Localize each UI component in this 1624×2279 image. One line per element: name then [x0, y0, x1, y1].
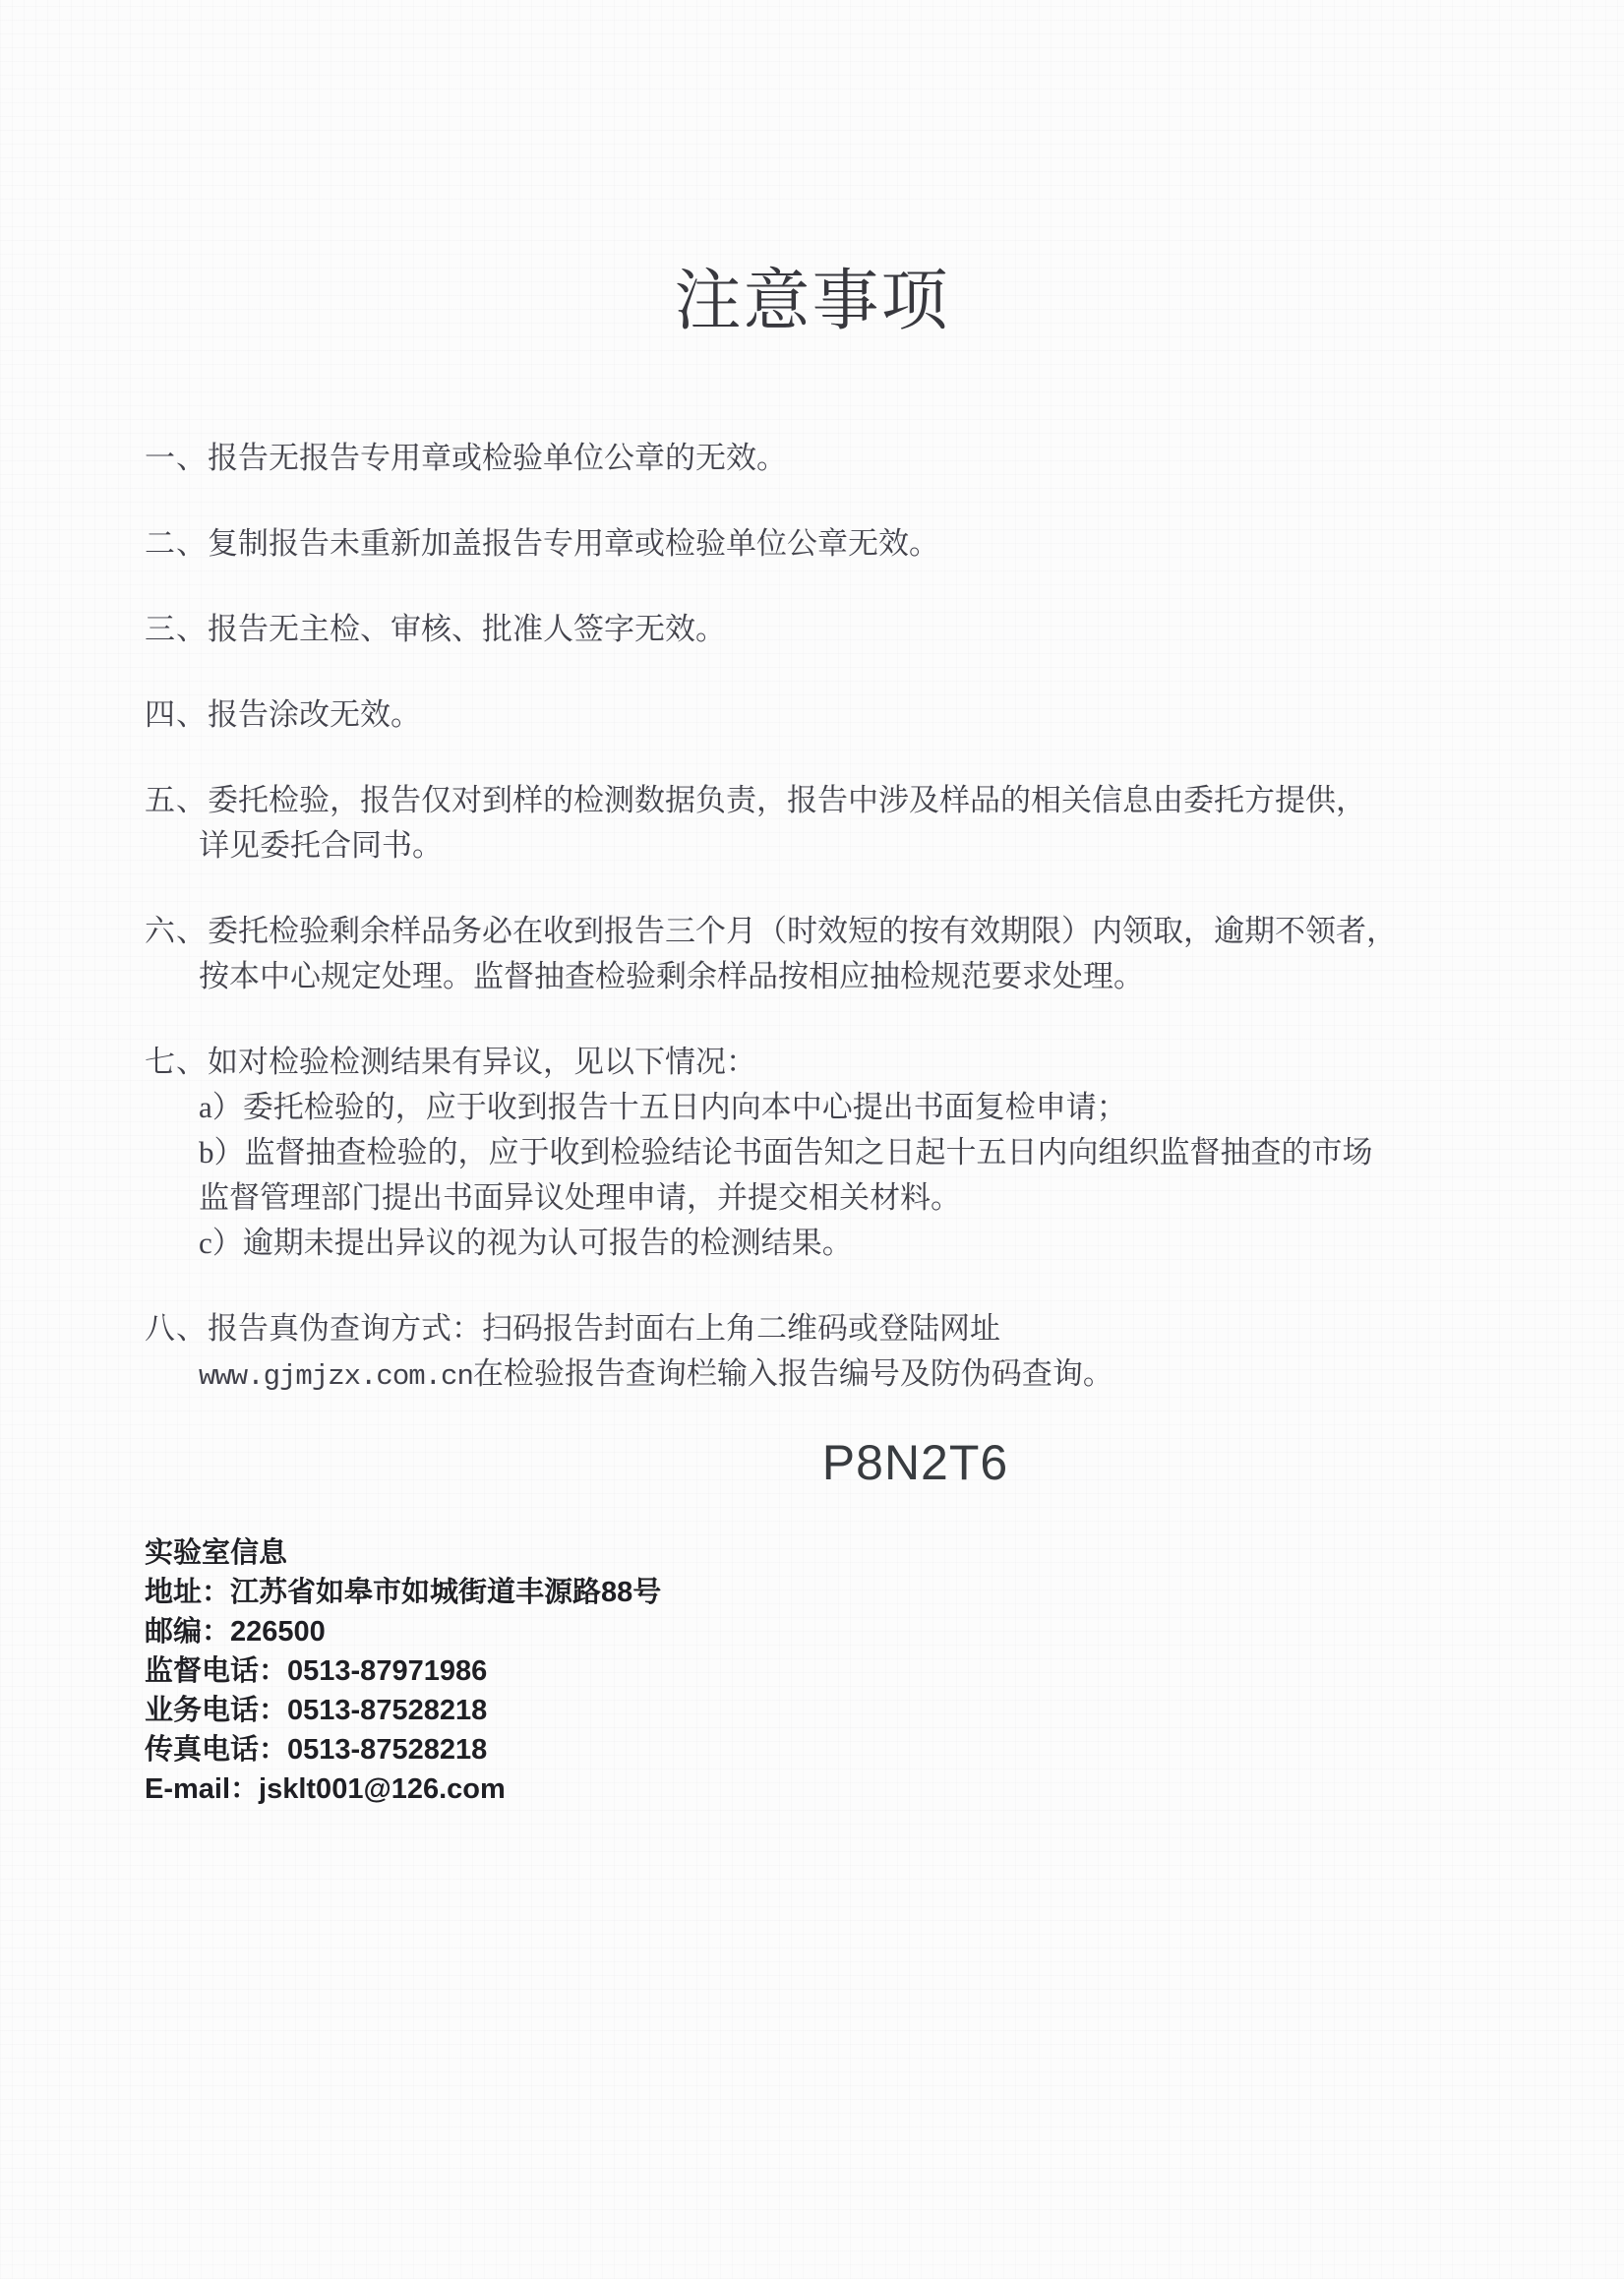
notice-number: 四、: [145, 697, 208, 732]
notice-number: 五、: [145, 783, 208, 817]
lab-info-line: [145, 1730, 1535, 1769]
lab-value: 江苏省如皋市如城街道丰源路88号: [230, 1577, 662, 1608]
notice-number: 八、: [145, 1311, 208, 1346]
notice-item: [145, 909, 1535, 999]
lab-value: 0513-87528218: [287, 1734, 488, 1766]
notice-continuation-line: c）逾期未提出异议的视为认可报告的检测结果。: [199, 1226, 853, 1260]
lab-label: 地址：: [145, 1577, 231, 1608]
notice-item: [145, 1306, 1535, 1400]
notice-text: 一、报告无报告专用章或检验单位公章的无效。: [145, 441, 787, 475]
lab-value: 226500: [230, 1616, 326, 1648]
lab-info-line: [145, 1651, 1535, 1691]
lab-value: 0513-87971986: [287, 1655, 488, 1687]
notice-item: [145, 521, 1535, 567]
notice-text: 七、如对检验检测结果有异议，见以下情况：: [145, 1045, 756, 1079]
notice-continuation-line: www.gjmjzx.com.cn在检验报告查询栏输入报告编号及防伪码查询。: [199, 1356, 1113, 1393]
notice-number: 七、: [145, 1045, 208, 1079]
lab-info-heading: 实验室信息: [145, 1537, 288, 1569]
notice-item: [145, 778, 1535, 869]
lab-label: 邮编：: [145, 1616, 231, 1648]
notice-text: 六、委托检验剩余样品务必在收到报告三个月（时效短的按有效期限）内领取，逾期不领者，: [145, 914, 1397, 948]
notice-continuation-line: a）委托检验的，应于收到报告十五日内向本中心提出书面复检申请；: [199, 1090, 1127, 1124]
notice-item: [145, 607, 1535, 652]
verification-code: P8N2T6: [821, 1435, 1009, 1490]
notice-number: 三、: [145, 612, 208, 646]
page-title: 注意事项: [674, 264, 950, 338]
notice-number: 一、: [145, 441, 208, 475]
lab-info-lines: [145, 1573, 1535, 1809]
notice-text: 五、委托检验，报告仅对到样的检测数据负责，报告中涉及样品的相关信息由委托方提供，: [145, 783, 1366, 817]
lab-info: [145, 1533, 1535, 1809]
notice-list: [145, 436, 1535, 1400]
notice-continuation-line: 详见委托合同书。: [199, 828, 443, 863]
lab-info-line: [145, 1612, 1535, 1651]
lab-label: 监督电话：: [145, 1655, 288, 1687]
notice-number: 二、: [145, 526, 208, 561]
notice-item: [145, 436, 1535, 481]
lab-info-line: [145, 1769, 1535, 1809]
lab-info-line: [145, 1691, 1535, 1730]
lab-value: 0513-87528218: [287, 1695, 488, 1726]
notice-text: 八、报告真伪查询方式：扫码报告封面右上角二维码或登陆网址: [145, 1311, 1000, 1346]
notice-text: 四、报告涂改无效。: [145, 697, 421, 732]
notice-continuation-line: b）监督抽查检验的，应于收到检验结论书面告知之日起十五日内向组织监督抽查的市场: [199, 1135, 1373, 1169]
notice-continuation-line: 监督管理部门提出书面异议处理申请，并提交相关材料。: [199, 1180, 961, 1215]
notice-item: [145, 1040, 1535, 1266]
notice-text: 二、复制报告未重新加盖报告专用章或检验单位公章无效。: [145, 526, 939, 561]
notice-text: 三、报告无主检、审核、批准人签字无效。: [145, 612, 726, 646]
lab-label: 传真电话：: [145, 1734, 288, 1766]
notice-item: [145, 692, 1535, 738]
query-url: www.gjmjzx.com.cn: [199, 1360, 473, 1393]
notice-continuation-line: 按本中心规定处理。监督抽查检验剩余样品按相应抽检规范要求处理。: [199, 959, 1144, 993]
notice-number: 六、: [145, 914, 208, 948]
lab-label: E-mail：: [145, 1773, 260, 1805]
lab-info-line: [145, 1573, 1535, 1612]
lab-label: 业务电话：: [145, 1695, 288, 1726]
lab-value: jsklt001@126.com: [259, 1773, 506, 1805]
